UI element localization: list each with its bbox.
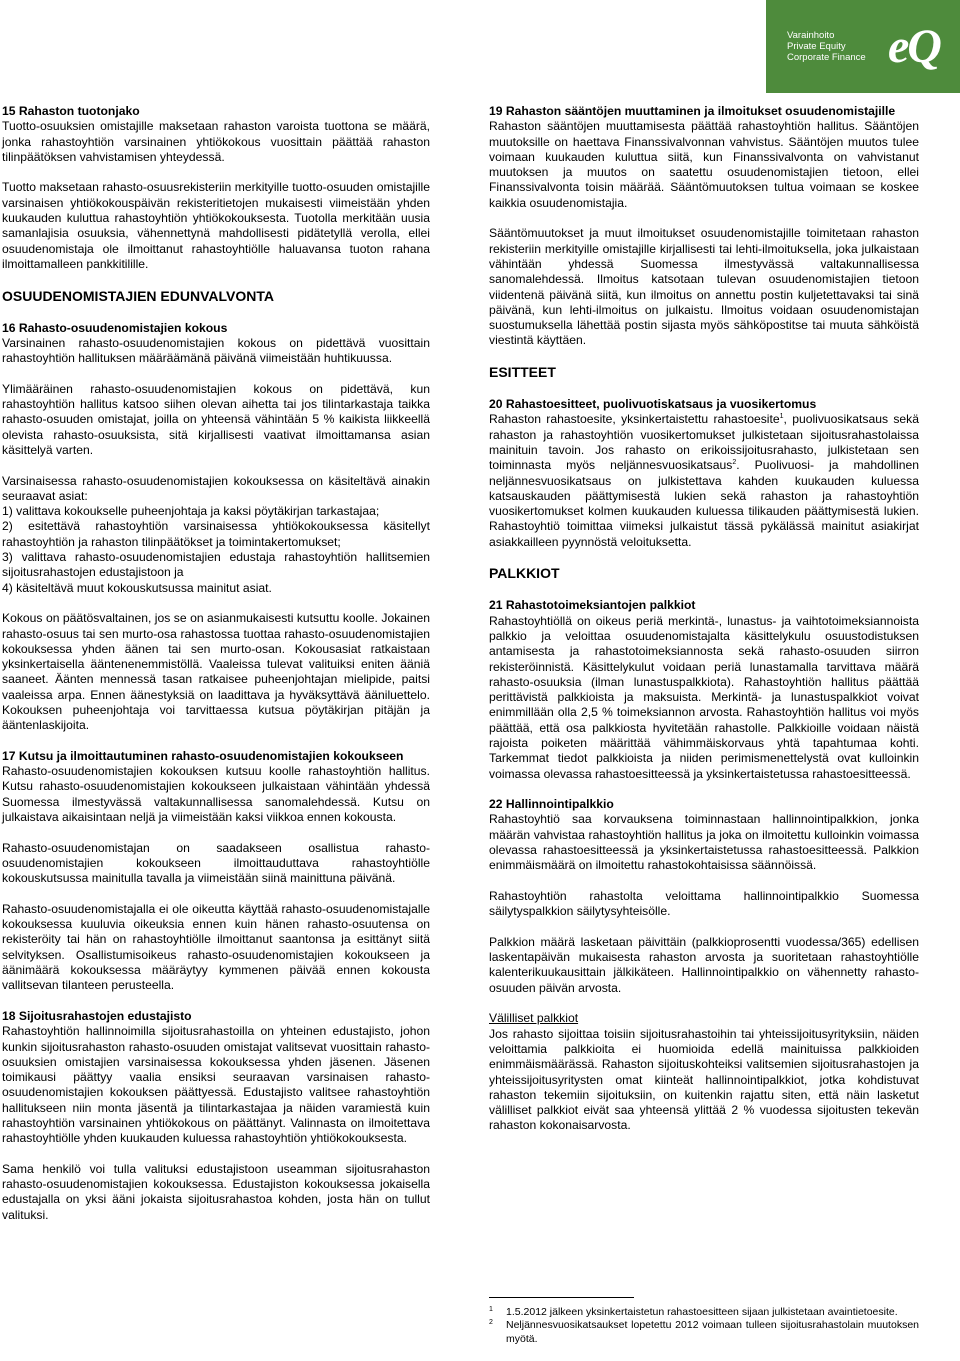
section-20-text-c: . Puolivuosi- ja mahdollinen neljännesvuosikatsaus on julkistettava kahden kuukauden kuluessa katsauskauden päättymisestä lukien sekä rahaston ja rahastoyhtiön vuosikertomukset kolmen kuukauden kuluessa tilikauden päättymisestä lukien. Rahastoyhtiö toimittaa viimeksi julkaistut tässä pykälässä mainitut asiakirjat asiakkailleen pyynnöstä veloituksetta. xyxy=(489,458,920,549)
section-18-heading: 18 Sijoitusrahastojen edustajisto xyxy=(2,1008,192,1023)
section-22-paragraph-1: Rahastoyhtiö saa korvauksena toiminnastaan hallinnointipalkkion, jonka määrän vahvistaa rahastoyhtiön hallitus ja joka on ilmoitettu kulloinkin voimassa olevassa rahastoesitteessä ja yksinkertaistetussa rahastoesitteessä. Palkkion enimmäismäärä on ilmoitettu rahastokohtaisissa säännöissä. xyxy=(489,812,919,873)
section-19-paragraph-1: Rahaston sääntöjen muuttamisesta päättää rahastoyhtiön hallitus. Sääntöjen muutoksille on haettava Finanssivalvonnan vahvistus. Sääntöjen muutos tulee voimaan kuukauden kuluttua siitä, kun Finanssivalvonta on vahvistanut muutoksen ja muutos on saatettu osuudenomistajien tietoon, ellei Finanssivalvonta toisin määrää. Sääntömuutoksen tultua voimaan se koskee kaikkia osuudenomistajia. xyxy=(489,119,919,210)
footnote-2-number: 2 xyxy=(489,1319,493,1327)
section-title-edunvalvonta: OSUUDENOMISTAJIEN EDUNVALVONTA xyxy=(2,287,274,304)
right-column xyxy=(489,104,919,1149)
footnote-2-text: Neljännesvuosikatsaukset lopetettu 2012 voimaan tulleen sijoitusrahastolain muutoksen myötä. xyxy=(506,1319,919,1345)
section-17-paragraph-2: Rahasto-osuudenomistajan on saadakseen osallistua rahasto-osuudenomistajien kokoukseen ilmoittauduttava rahastoyhtiölle kokouskutsussa mainitulla tavalla ja viimeistään siinä mainittuna päivänä. xyxy=(2,840,430,886)
logo-line-2: Private Equity xyxy=(787,41,846,52)
footnote-divider xyxy=(489,1297,634,1298)
section-20-heading: 20 Rahastoesitteet, puolivuotiskatsaus ja vuosikertomus xyxy=(489,397,817,412)
footnote-2 xyxy=(489,1319,919,1346)
section-20-text-b: , puolivuosikatsaus sekä rahaston ja rahastoyhtiön vuosikertomukset julkistetaan sijoitusrahastolaissa mainituin tavoin. Jos rahasto on erikoissijoitusrahasto, julkistetaan sen toiminnasta myös neljännesvuosikatsaus xyxy=(489,412,919,473)
agenda-intro: Varsinaisessa rahasto-osuudenomistajien kokouksessa on käsiteltävä ainakin seuraavat asiat: xyxy=(2,473,430,503)
valilliset-palkkiot-heading: Välilliset palkkiot xyxy=(489,1011,579,1026)
left-column xyxy=(2,104,430,1238)
section-16-paragraph-1: Varsinainen rahasto-osuudenomistajien kokous on pidettävä vuosittain rahastoyhtiön hallituksen määräämänä päivänä viimeistään huhtikuussa. xyxy=(2,335,430,366)
logo-line-1: Varainhoito xyxy=(787,30,835,41)
section-20-text-a: Rahaston rahastoesite, yksinkertaistettu rahastoesite xyxy=(489,412,780,427)
section-15-heading: 15 Rahaston tuotonjako xyxy=(2,104,140,118)
footnote-ref-1: 1 xyxy=(779,413,784,421)
section-20-paragraph xyxy=(489,412,919,550)
footnotes xyxy=(489,1297,919,1346)
section-16-paragraph-4: Kokous on päätösvaltainen, jos se on asianmukaisesti kutsuttu koolle. Jokainen rahasto-osuus tai sen murto-osa rahastossa tuottaa rahasto-osuudenomistajien kokouksessa yhden äänen tai sen murto-osan. Kokousasiat ratkaistaan yksinkertaisella ääntenenemmistöllä. Vaaleissa tulevat valituiksi eniten ääniä saaneet. Äänten mennessä tasan ratkaisee puheenjohtajan mielipide, paitsi vaaleissa arpa. Ennen äänestyksiä on laadittava ja hyväksyttävä ääniluettelo. Kokouksen puheenjohtaja voi tarvittaessa kutsua pöytäkirjan pitäjän ja ääntenlaskijoita. xyxy=(2,611,430,733)
section-18-paragraph-2: Sama henkilö voi tulla valituksi edustajistoon useamman sijoitusrahaston rahasto-osuudenomistajien kokouksessa. Edustajiston kokouksessa jokaisella edustajalla on yksi ääni jokaista sijoitusrahastoa kohden, josta hän on tullut valituksi. xyxy=(2,1161,430,1222)
section-16-paragraph-2: Ylimääräinen rahasto-osuudenomistajien kokous on pidettävä, kun rahastoyhtiön hallitus katsoo siihen olevan aihetta tai jos tilintarkastaja taikka rahasto-osuuden omistajat, joilla on yhteensä vähintään 5 % kaikista liikkeellä olevista rahasto-osuuksista, sitä kirjallisesti vaativat ilmoittamansa asian käsittelyä varten. xyxy=(2,381,430,457)
section-19-heading: 19 Rahaston sääntöjen muuttaminen ja ilmoitukset osuudenomistajille xyxy=(489,104,896,118)
footnote-ref-2: 2 xyxy=(732,459,737,467)
section-21-paragraph: Rahastoyhtiöllä on oikeus periä merkintä-, lunastus- ja vaihtotoimeksiannoista palkkio ja veloittaa osuudenomistajalta käsittelykulu osuustodistuksen antamisesta ja rahastotoimeksiannosta sekä rahasto-osuuden siirron rekisteröinnistä. Käsittelykulut voidaan periä lunastamalla tarvittava määrä rahasto-osuuksia (ilman lunastuspalkkiota). Rahastoyhtiön hallitus päättää perittävistä palkkioista ja maksuista. Merkintä- ja lunastuspalkkiot voivat enimmillään olla 2,5 % toimeksiannon arvosta. Rahastoyhtiön hallitus voi myös päättää, että osa palkkiosta hyvitetään rahastolle. Palkkioille voidaan näistä rajoista poiketen määrittää vähimmäiskorvaus yhtä tapahtumaa kohti. Tarkemmat tiedot palkkioista ja niiden perimismenettelystä ovat kulloinkin voimassa olevassa rahastoesitteessä ja yksinkertaistetussa rahastoesitteessä. xyxy=(489,613,919,781)
logo-line-3: Corporate Finance xyxy=(787,52,866,63)
section-22-paragraph-3: Palkkion määrä lasketaan päivittäin (palkkioprosentti vuodessa/365) edellisen laskentapäivän mukaisesta rahaston arvosta ja suoritetaan rahastoyhtiölle kalenterikuukausittain jälkikäteen. Hallinnointipalkkio on vähennetty rahasto-osuuden päivän arvosta. xyxy=(489,934,919,995)
section-title-esitteet: ESITTEET xyxy=(489,364,556,381)
section-15-paragraph-1: Tuotto-osuuksien omistajille maksetaan rahaston varoista tuottona se määrä, jonka rahastoyhtiön varsinainen yhtiökokous vuosittain päättää rahaston tilinpäätöksen vahvistamisen yhteydessä. xyxy=(2,119,430,164)
agenda-item-2: 2) esitettävä rahastoyhtiön varsinaisessa yhtiökokouksessa käsitellyt rahastoyhtiön ja rahaston tilinpäätökset ja toimintakertomukset; xyxy=(2,519,430,549)
section-title-palkkiot: PALKKIOT xyxy=(489,565,560,582)
section-17-paragraph-1: Rahasto-osuudenomistajien kokouksen kutsuu koolle rahastoyhtiön hallitus. Kutsu rahasto-osuudenomistajien kokoukseen julkaistaan vähintään yhdessä Suomessa ilmestyvässä valtakunnallisessa sanomalehdessä. Kutsu on julkaistava aikaisintaan neljä ja viimeistään kaksi viikkoa ennen kokousta. xyxy=(2,764,430,825)
logo-tagline xyxy=(787,30,882,63)
logo-mark: eQ xyxy=(888,19,940,73)
footnote-1 xyxy=(489,1306,919,1319)
section-22-paragraph-2: Rahastoyhtiön rahastolta veloittama hallinnointipalkkio Suomessa säilytyspalkkion säilytysyhteisölle. xyxy=(489,888,919,919)
section-16-agenda xyxy=(2,474,430,596)
section-21-heading: 21 Rahastotoimeksiantojen palkkiot xyxy=(489,598,696,613)
agenda-item-1: 1) valittava kokoukselle puheenjohtaja ja kaksi pöytäkirjan tarkastajaa; xyxy=(2,504,380,519)
agenda-item-3: 3) valittava rahasto-osuudenomistajien edustaja rahastoyhtiön hallitsemien sijoitusrahastojen edustajistoon ja xyxy=(2,550,430,580)
footnote-1-number: 1 xyxy=(489,1306,493,1313)
footnote-1-text: 1.5.2012 jälkeen yksinkertaistetun rahastoesitteen sijaan julkistetaan avaintietoesite. xyxy=(506,1306,898,1318)
section-22-heading: 22 Hallinnointipalkkio xyxy=(489,797,614,812)
valilliset-palkkiot-paragraph: Jos rahasto sijoittaa toisiin sijoitusrahastoihin tai yhteissijoitusyrityksiin, näiden veloittamia palkkioita ei huomioida edellä mainituissa palkkioiden enimmäismäärässä. Rahaston sijoituskohteiksi valitsemien sijoitusrahastojen ja yhteissijoitusyritysten omat kiinteät hallinnointipalkkiot, jotka kohdistuvat rahaston tekemiin sijoituksiin, on kuitenkin rajattu siten, että näin lasketut välilliset palkkiot eivät saa yhteensä ylittää 2 % vuodessa sijoitusten tekevän rahaston kokonaisarvosta. xyxy=(489,1026,919,1133)
eq-logo xyxy=(766,0,960,93)
section-15-paragraph-2: Tuotto maksetaan rahasto-osuusrekisteriin merkityille tuotto-osuuden omistajille varsinaisen yhtiökokouspäivän rekisteritietojen mukaisesti viimeistään yhden kuukauden kuluttua rahastoyhtiön yhtiökokouksesta. Tuotolla merkitään uusia samanlajisia osuuksia, vähennettynä mahdollisesti pidätetyllä verolla, ellei osuudenomistaja ole ilmoittanut rahastoyhtiölle haluavansa tuoton rahana ilmoittamalleen pankkitilille. xyxy=(2,180,430,271)
section-16-heading: 16 Rahasto-osuudenomistajien kokous xyxy=(2,320,228,335)
section-19-paragraph-2: Sääntömuutokset ja muut ilmoitukset osuudenomistajille toimitetaan rahaston rekisteriin merkityille omistajille kirjallisesti tai lehti-ilmoituksella, joka julkaistaan vähintään yhdessä Suomessa ilmestyvässä valtakunnallisessa sanomalehdessä. Ilmoitus katsotaan tulevan osuudenomistajien tietoon viidentenä päivänä siitä, kun ilmoitus on annettu postin kuljetettavaksi tai sinä päivänä, kun lehti-ilmoitus on julkaistu. Ilmoitus voidaan osuudenomistajan suostumuksella lähettää postin sijasta myös sähköpostitse tai muuta sähköistä viestintä käyttäen. xyxy=(489,226,919,348)
section-18-paragraph-1: Rahastoyhtiön hallinnoimilla sijoitusrahastoilla on yhteinen edustajisto, johon kunkin sijoitusrahaston rahasto-osuuden omistajat valitsevat vuosittain rahasto-osuuksien omistajien varsinaisessa kokouksessa yhden jäsenen. Jäsenen toimikausi päättyy vaalia ensiksi seuraavan varsinaisen rahasto-osuudenomistajien kokouksen päättyessä. Edustajisto valitsee rahastoyhtiön hallitukseen niin monta jäsentä ja tilintarkastajaa ja näiden varamiestä kuin rahastoyhtiön varsinainen yhtiökokous on päättänyt. Valinnasta on ilmoitettava rahastoyhtiölle yhden kuukauden kuluessa rahastoyhtiön yhtiökokouksesta. xyxy=(2,1024,430,1146)
agenda-item-4: 4) käsiteltävä muut kokouskutsussa mainitut asiat. xyxy=(2,580,272,595)
section-17-paragraph-3: Rahasto-osuudenomistajalla ei ole oikeutta käyttää rahasto-osuudenomistajalle kokouksessa kuuluvia oikeuksia ennen kuin hänen rahasto-osuutensa on rekisteröity tai hän on rahastoyhtiölle ilmoittanut saantonsa ja esittänyt siitä selvityksen. Osallistumisoikeus rahasto-osuudenomistajien kokoukseen ja äänimäärä kokouksessa määräytyy kymmenen päivää ennen kokousta vallitsevan tilanteen perusteella. xyxy=(2,901,430,993)
section-17-heading: 17 Kutsu ja ilmoittautuminen rahasto-osuudenomistajien kokoukseen xyxy=(2,748,404,763)
